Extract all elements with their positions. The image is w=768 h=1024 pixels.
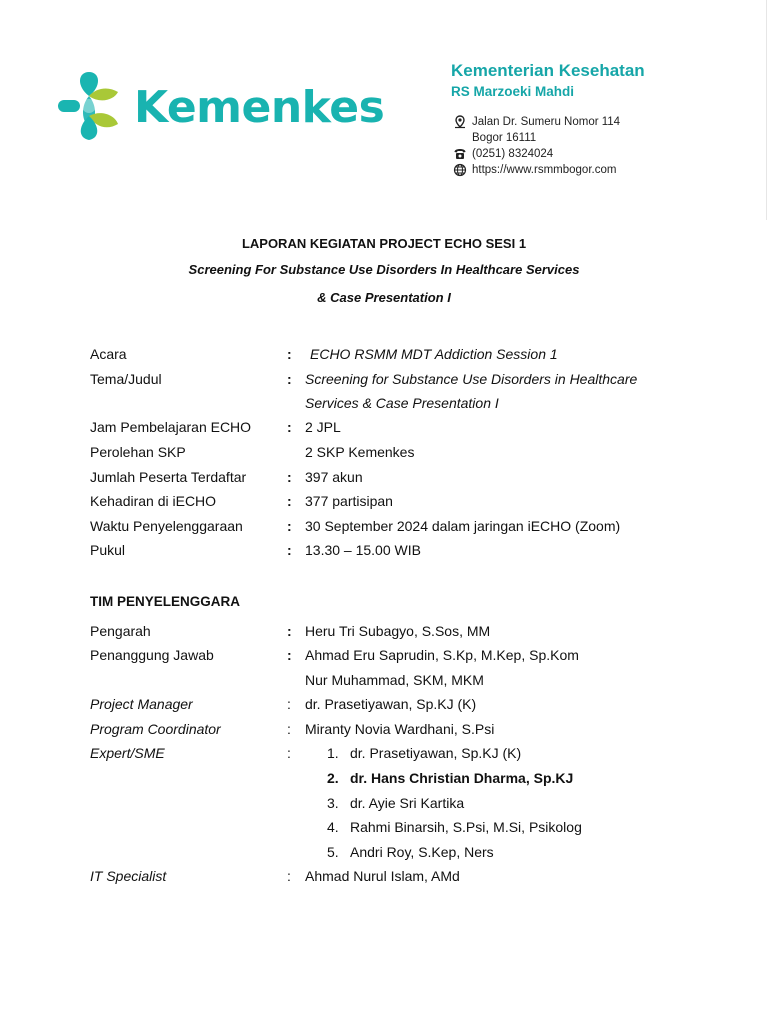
globe-icon — [453, 163, 467, 177]
team-row-sme-2 — [0, 768, 768, 788]
list-number: 5. — [327, 844, 339, 860]
field-value: Miranty Novia Wardhani, S.Psi — [305, 721, 495, 737]
field-label: Jumlah Peserta Terdaftar — [90, 469, 247, 485]
team-row-sme-5 — [0, 842, 768, 862]
team-row-pm — [0, 694, 768, 714]
list-item: dr. Ayie Sri Kartika — [350, 795, 465, 811]
colon: : — [287, 346, 292, 362]
team-row-pengarah — [0, 621, 768, 641]
list-item: Rahmi Binarsih, S.Psi, M.Si, Psikolog — [350, 819, 582, 835]
field-label: Penanggung Jawab — [90, 647, 214, 663]
team-heading: TIM PENYELENGGARA — [90, 594, 241, 609]
contact-block — [453, 114, 620, 178]
info-row-skp — [0, 442, 768, 462]
org-title: Kementerian Kesehatan — [451, 61, 645, 80]
colon: : — [287, 493, 292, 509]
field-label: Pukul — [90, 542, 126, 558]
info-row-tema — [0, 369, 768, 389]
address-line1: Jalan Dr. Sumeru Nomor 114 — [472, 116, 621, 128]
info-row-pukul — [0, 540, 768, 560]
list-number: 4. — [327, 819, 339, 835]
field-value: Nur Muhammad, SKM, MKM — [305, 672, 484, 688]
colon: : — [287, 419, 292, 435]
info-row-acara — [0, 344, 768, 364]
kemenkes-logo-icon — [56, 70, 122, 142]
team-row-it — [0, 866, 768, 886]
team-row-penanggung-cont — [0, 670, 768, 690]
org-subtitle: RS Marzoeki Mahdi — [451, 84, 575, 99]
field-label: Waktu Penyelenggaraan — [90, 518, 243, 534]
field-label: Tema/Judul — [90, 371, 162, 387]
team-row-penanggung — [0, 645, 768, 665]
page-edge-line — [766, 0, 767, 220]
colon: : — [287, 868, 291, 884]
field-value: Services & Case Presentation I — [305, 395, 499, 411]
colon: : — [287, 518, 292, 534]
field-label: Perolehan SKP — [90, 444, 186, 460]
list-number: 3. — [327, 795, 339, 811]
address-line2: Bogor 16111 — [472, 132, 537, 144]
field-value: dr. Prasetiyawan, Sp.KJ (K) — [305, 696, 477, 712]
colon: : — [287, 647, 292, 663]
list-item: dr. Hans Christian Dharma, Sp.KJ — [350, 770, 574, 786]
field-value: 13.30 – 15.00 WIB — [305, 542, 421, 558]
field-label: Kehadiran di iECHO — [90, 493, 217, 509]
team-row-pc — [0, 719, 768, 739]
logo-wordmark: Kemenkes — [134, 82, 385, 133]
document-title: LAPORAN KEGIATAN PROJECT ECHO SESI 1 — [241, 236, 527, 251]
phone-icon — [453, 147, 467, 161]
field-label: Program Coordinator — [90, 721, 221, 737]
field-value: 2 JPL — [305, 419, 341, 435]
colon: : — [287, 542, 292, 558]
field-value: Ahmad Nurul Islam, AMd — [305, 868, 460, 884]
list-number: 2. — [327, 770, 339, 786]
list-item: Andri Roy, S.Kep, Ners — [350, 844, 494, 860]
list-item: dr. Prasetiyawan, Sp.KJ (K) — [350, 745, 522, 761]
team-row-sme-3 — [0, 793, 768, 813]
field-value: 2 SKP Kemenkes — [305, 444, 415, 460]
info-row-waktu — [0, 516, 768, 536]
info-row-tema-cont — [0, 393, 768, 413]
contact-address-row — [453, 114, 620, 130]
colon: : — [287, 623, 292, 639]
contact-web-row — [453, 162, 620, 178]
list-number: 1. — [327, 745, 339, 761]
contact-phone-row — [453, 146, 620, 162]
field-value: 397 akun — [305, 469, 363, 485]
field-value: 30 September 2024 dalam jaringan iECHO (Zoom) — [305, 518, 621, 534]
field-value: Screening for Substance Use Disorders in Healthcare — [305, 371, 638, 387]
info-row-jam — [0, 417, 768, 437]
info-row-kehadiran — [0, 491, 768, 511]
field-value: Heru Tri Subagyo, S.Sos, MM — [305, 623, 491, 639]
contact-city-row — [453, 130, 620, 146]
team-row-sme-4 — [0, 817, 768, 837]
colon: : — [287, 721, 291, 737]
field-value: 377 partisipan — [305, 493, 393, 509]
field-value: Ahmad Eru Saprudin, S.Kp, M.Kep, Sp.Kom — [305, 647, 579, 663]
field-label: Pengarah — [90, 623, 151, 639]
field-value: ECHO RSMM MDT Addiction Session 1 — [310, 346, 558, 362]
document-subtitle-line1: Screening For Substance Use Disorders In Healthcare Services — [188, 262, 580, 277]
phone-number: (0251) 8324024 — [472, 148, 554, 160]
team-row-sme — [0, 743, 768, 763]
field-label: Jam Pembelajaran ECHO — [90, 419, 252, 435]
field-label: Expert/SME — [90, 745, 165, 761]
field-label: Project Manager — [90, 696, 193, 712]
field-label: IT Specialist — [90, 868, 167, 884]
org-block — [451, 60, 645, 102]
website-link[interactable]: https://www.rsmmbogor.com — [472, 164, 617, 176]
colon: : — [287, 745, 291, 761]
colon: : — [287, 469, 292, 485]
document-subtitle-line2: & Case Presentation I — [317, 290, 451, 305]
colon: : — [287, 371, 292, 387]
field-label: Acara — [90, 346, 127, 362]
colon: : — [287, 696, 291, 712]
info-row-peserta — [0, 467, 768, 487]
location-pin-icon — [453, 115, 467, 129]
